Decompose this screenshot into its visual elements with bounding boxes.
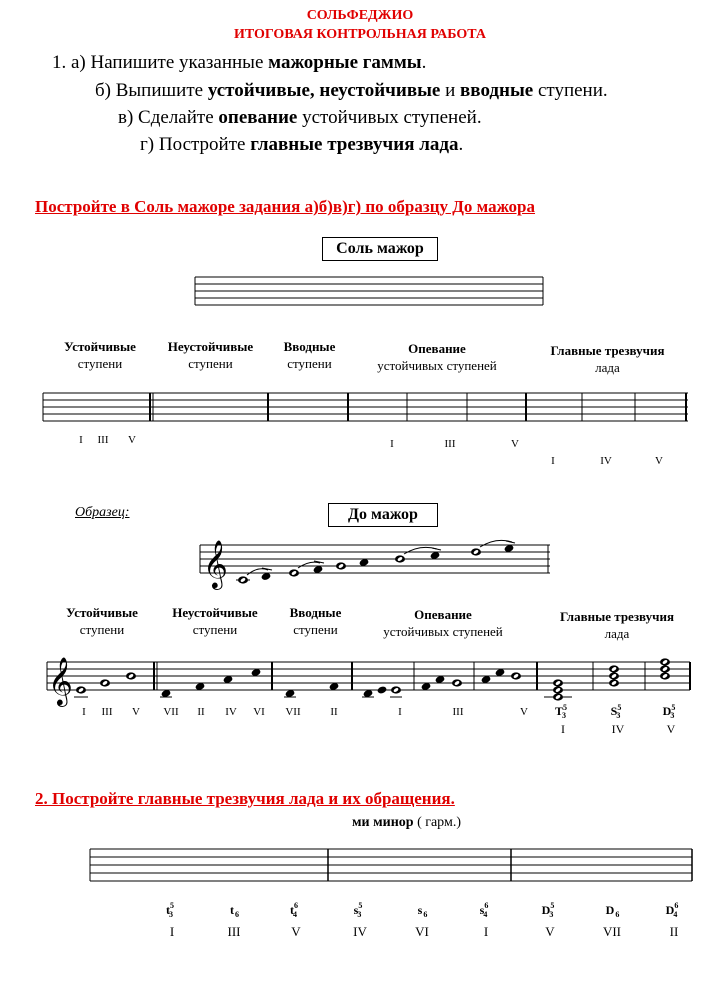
sol-opev-deg: V <box>511 438 519 450</box>
c-unstable-deg: II <box>197 706 205 718</box>
sol-stable-deg: V <box>128 434 136 446</box>
sol-col-unstable: Неустойчивые ступени <box>167 339 254 371</box>
c-stable-deg: V <box>132 706 140 718</box>
c-opev-deg: III <box>452 706 464 718</box>
task-g: г) Постройте главные трезвучия лада. <box>140 134 464 155</box>
treble-clef-icon: 𝄞 <box>48 656 73 705</box>
c-col-unstable: Неустойчивые ступени <box>172 605 258 637</box>
slur-marks <box>247 540 512 575</box>
chord-deg: I <box>169 924 175 939</box>
c-triad-deg: IV <box>611 722 625 736</box>
sol-col-triads: Главные трезвучия лада <box>550 343 665 375</box>
chord-deg: III <box>227 924 241 939</box>
chord-deg: IV <box>353 924 367 939</box>
c-unstable-deg: VII <box>163 706 179 718</box>
subdominant-triad <box>609 665 619 686</box>
c-func-label: $D^5_3$ <box>662 703 676 720</box>
whole-note-icon <box>126 672 136 679</box>
sol-stable-deg: III <box>97 434 109 446</box>
chord-deg: VI <box>415 924 429 939</box>
key-label: ми минор ( гарм.) <box>352 815 461 830</box>
task-a: 1. а) Напишите указанные мажорные гаммы. <box>52 52 427 73</box>
c-scale-staff <box>200 539 550 590</box>
sol-col-opev: Опевание устойчивых ступеней <box>377 341 497 373</box>
chord-func: $t^5_3$ <box>166 901 174 919</box>
chord-func: $D^6_4$ <box>665 901 679 919</box>
c-col-triads: Главные трезвучия лада <box>560 609 674 641</box>
chord-func: $D_6$ <box>605 903 620 919</box>
whole-note-icon <box>511 672 521 679</box>
chord-func: $t_6$ <box>230 903 239 919</box>
chord-func: $s^5_3$ <box>353 901 363 919</box>
chord-func: $t^6_4$ <box>290 901 298 919</box>
whole-note-icon <box>289 569 299 576</box>
sol-stable-deg: I <box>79 434 83 446</box>
chord-func: $D^5_3$ <box>541 901 555 919</box>
task-b: б) Выпишите устойчивые, неустойчивые и вводные ступени. <box>95 80 608 101</box>
whole-note-icon <box>395 555 405 562</box>
instruction: Постройте в Соль мажоре задания а)б)в)г) по образцу До мажора <box>35 197 536 216</box>
sol-major-title: Соль мажор <box>322 237 438 261</box>
whole-note-icon <box>336 562 346 569</box>
c-triad-deg: V <box>666 722 676 736</box>
c-opev-deg: V <box>520 706 528 718</box>
work-title: ИТОГОВАЯ КОНТРОЛЬНАЯ РАБОТА <box>233 27 487 42</box>
whole-note-icon <box>471 548 481 555</box>
whole-note-icon <box>76 686 86 693</box>
whole-note-icon <box>391 686 401 693</box>
c-stable-deg: I <box>82 706 86 718</box>
c-unstable-deg: IV <box>225 706 237 718</box>
c-exercise-staff <box>47 656 690 707</box>
c-col-stable: Устойчивые ступени <box>66 605 138 637</box>
c-func-label: $T^5_3$ <box>554 703 567 720</box>
chord-func: $s^6_4$ <box>479 901 489 919</box>
treble-clef-icon: 𝄞 <box>203 539 228 588</box>
sol-col-leading: Вводные ступени <box>283 339 336 371</box>
note-icon <box>377 685 388 694</box>
subject-title: СОЛЬФЕДЖИО <box>306 8 414 23</box>
c-col-opev: Опевание устойчивых ступеней <box>383 607 503 639</box>
c-opev-deg: I <box>398 706 402 718</box>
sol-opev-deg: III <box>444 438 456 450</box>
chord-func: $s_6$ <box>417 903 428 919</box>
c-leading-deg: II <box>330 706 338 718</box>
task-v: в) Сделайте опевание устойчивых ступеней. <box>118 107 482 128</box>
sol-triad-deg: I <box>551 455 555 467</box>
task2-staff <box>90 849 692 881</box>
sol-triad-deg: V <box>655 455 663 467</box>
dominant-triad <box>660 658 670 679</box>
task2-title: 2. Постройте главные трезвучия лада и их обращения. <box>35 789 455 808</box>
whole-note-icon <box>100 679 110 686</box>
c-leading-deg: VII <box>285 706 301 718</box>
sol-col-stable: Устойчивые ступени <box>64 339 136 371</box>
c-triad-deg: I <box>561 722 565 736</box>
chord-deg: I <box>483 924 489 939</box>
chord-deg: V <box>291 924 301 939</box>
whole-note-icon <box>238 576 248 583</box>
tonic-triad <box>553 679 563 700</box>
sol-exercise-staff <box>43 393 688 421</box>
c-col-leading: Вводные ступени <box>289 605 342 637</box>
whole-note-icon <box>452 679 462 686</box>
sol-opev-deg: I <box>390 438 394 450</box>
c-func-label: $S^5_3$ <box>610 703 622 720</box>
chord-deg: VII <box>602 924 622 939</box>
sol-triad-deg: IV <box>600 455 612 467</box>
c-stable-deg: III <box>101 706 113 718</box>
c-major-title: До мажор <box>328 503 438 527</box>
sample-label: Образец: <box>75 505 130 520</box>
sol-scale-staff <box>195 277 543 305</box>
c-unstable-deg: VI <box>253 706 265 718</box>
chord-deg: V <box>545 924 555 939</box>
chord-deg: II <box>669 924 679 939</box>
